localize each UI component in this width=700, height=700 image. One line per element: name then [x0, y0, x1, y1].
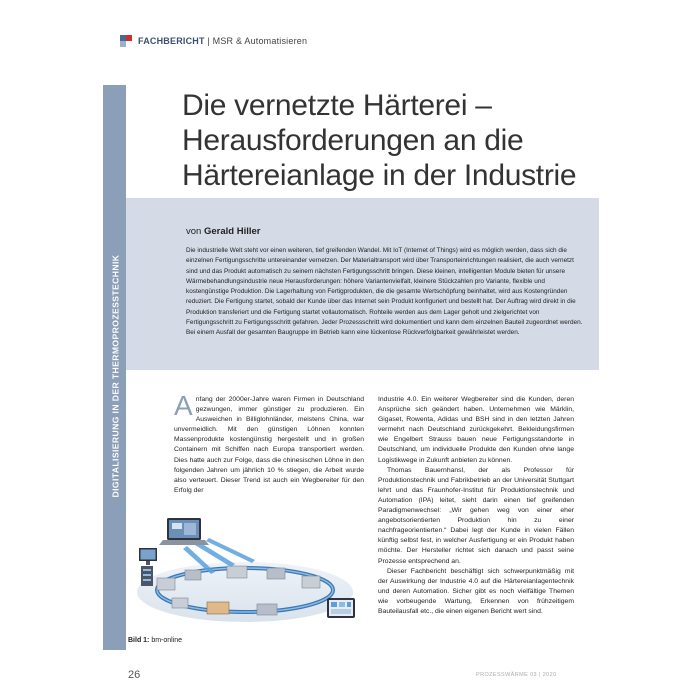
- body-paragraph: [174, 390, 364, 496]
- topic-side-band: [103, 85, 126, 650]
- author-prefix: von: [186, 226, 204, 237]
- category-label: FACHBERICHT: [138, 36, 205, 46]
- section-header: [138, 36, 307, 46]
- monitor-icon: [139, 548, 157, 565]
- figure-caption-source: bm-online: [149, 637, 183, 644]
- col2-paragraph-2: Thomas Bauernhansl, der als Professor für Produktionstechnik und Fabrikbetrieb an der Universität Stuttgart lehrt und das Fraunhofer-Institut für Produktionstechnik und Automation (IPA) leitet, sieht darin einen tief greifenden Paradigmenwechsel: „Wir gehen weg von einer eher angebotsorientierten Produktion hin zu einer nachfrageorientierten.“ Dabei legt der Kunde in vielen Fällen künftig selbst fest, in welcher Ausfertigung er ein Produkt haben möchte. Der Hersteller richtet sich danach und passt seine Prozesse entsprechend an.: [378, 466, 574, 565]
- header-separator: |: [204, 36, 213, 46]
- figure-caption: [128, 637, 182, 644]
- factory-illustration-svg: [127, 512, 363, 634]
- figure-caption-label: Bild 1:: [128, 637, 150, 644]
- title-line-2: Herausforderungen an die: [182, 124, 524, 157]
- tablet-icon: [327, 598, 355, 618]
- title-line-1: Die vernetzte Härterei –: [182, 89, 492, 122]
- journal-footer: PROZESSWÄRME 03 | 2020: [476, 672, 557, 678]
- side-band-label: DIGITALISIERUNG IN DER THERMOPROZESSTECHNIK: [110, 254, 121, 498]
- author-line: [186, 226, 260, 237]
- title-line-3: Härtereianlage in der Industrie: [182, 159, 577, 192]
- body-column-2: [378, 395, 574, 617]
- page-header: [120, 35, 307, 47]
- col1-paragraph-1: nfang der 2000er-Jahre waren Firmen in Deutschland gezwungen, immer günstiger zu produzieren. Ein Ausweichen in Billiglohnländer, meistens China, war unvermeidlich. Mit den günstigen Löhnen konnten Massenprodukte kostengünstig hergestellt und in großen Containern mit Schiffen nach Europa transportiert werden. Dies hatte auch zur Folge, dass die chinesischen Löhne in den folgenden Jahren um jährlich 10 % stiegen, die Arbeit wurde also verteuert. Dieser Trend ist auch ein Wegbereiter für den Erfolg der: [174, 396, 364, 494]
- body-column-1: [174, 390, 364, 496]
- factory-illustration: [127, 512, 363, 634]
- drop-cap: A: [174, 390, 193, 421]
- server-icon: [141, 566, 153, 586]
- page-number: 26: [128, 669, 141, 681]
- brand-logo-icon: [120, 35, 132, 47]
- author-name: Gerald Hiller: [203, 226, 261, 237]
- abstract-text: Die industrielle Welt steht vor einen weiteren, tief greifenden Wandel. Mit IoT (Internet of Things) wird es möglich werden, dass sich die einzelnen Fertigungsschritte untereinander vernetzen. Der Materialtransport wird über Transporteinrichtungen realisiert, die auch vernetzt sind und das Produkt automatisch zu seinem nächsten Fertigungsschritt bringen. Diese kleinen, intelligenten Module bieten für unsere Wärmebehandlungsindustrie neue Herausforderungen: höhere Variantenvielfalt, kleinere Stückzahlen pro Variante, flexible und kostengünstige Produktion. Die Lagerhaltung von Fertigprodukten, die die gesamte Wertschöpfung beinhaltet, wird aus Kostengründen reduziert. Die Fertigung startet, sobald der Kunde über das Internet sein Produkt konfiguriert und bestellt hat. Der Auftrag wird direkt in die Produktion transferiert und die Fertigung startet vollautomatisch. Rohteile werden aus dem Lager geholt und zielgerichtet von Fertigungsschritt zu Fertigungsschritt gefahren. Jeder Prozessschritt wird dokumentiert und kann dem einzelnen Bauteil zugeordnet werden. Bei einem Ausfall der gesamten Baugruppe im Betrieb kann eine lückenlose Rückverfolgbarkeit gewährleistet werden.: [186, 247, 583, 337]
- subcategory-label: MSR & Automatisieren: [212, 36, 308, 46]
- laptop-icon: [159, 518, 209, 545]
- abstract-box: [126, 198, 599, 370]
- col2-paragraph-1: Industrie 4.0. Ein weiterer Wegbereiter sind die Kunden, deren Ansprüche sich geändert haben. Unternehmen wie Märklin, Gigaset, Rowenta, Adidas und BSH sind in den letzten Jahren vermehrt nach Deutschland zurückgekehrt. Bekleidungsfirmen wie Engelbert Strauss bauen neue Fertigungsstandorte in Deutschland, um individuelle Produkte den Kunden ohne lange Logistikwege in Zukunft anbieten zu können.: [378, 396, 574, 464]
- col2-paragraph-3: Dieser Fachbericht beschäftigt sich schwerpunktmäßig mit der Auswirkung der Industrie 4.0 auf die Härtereianlagentechnik und deren Automation. Sicher gibt es noch vielfältige Themen wie vorbeugende Wartung, Erkennen von frühzeitigem Bauteilausfall etc., die einen eigenen Bericht wert sind.: [378, 567, 574, 615]
